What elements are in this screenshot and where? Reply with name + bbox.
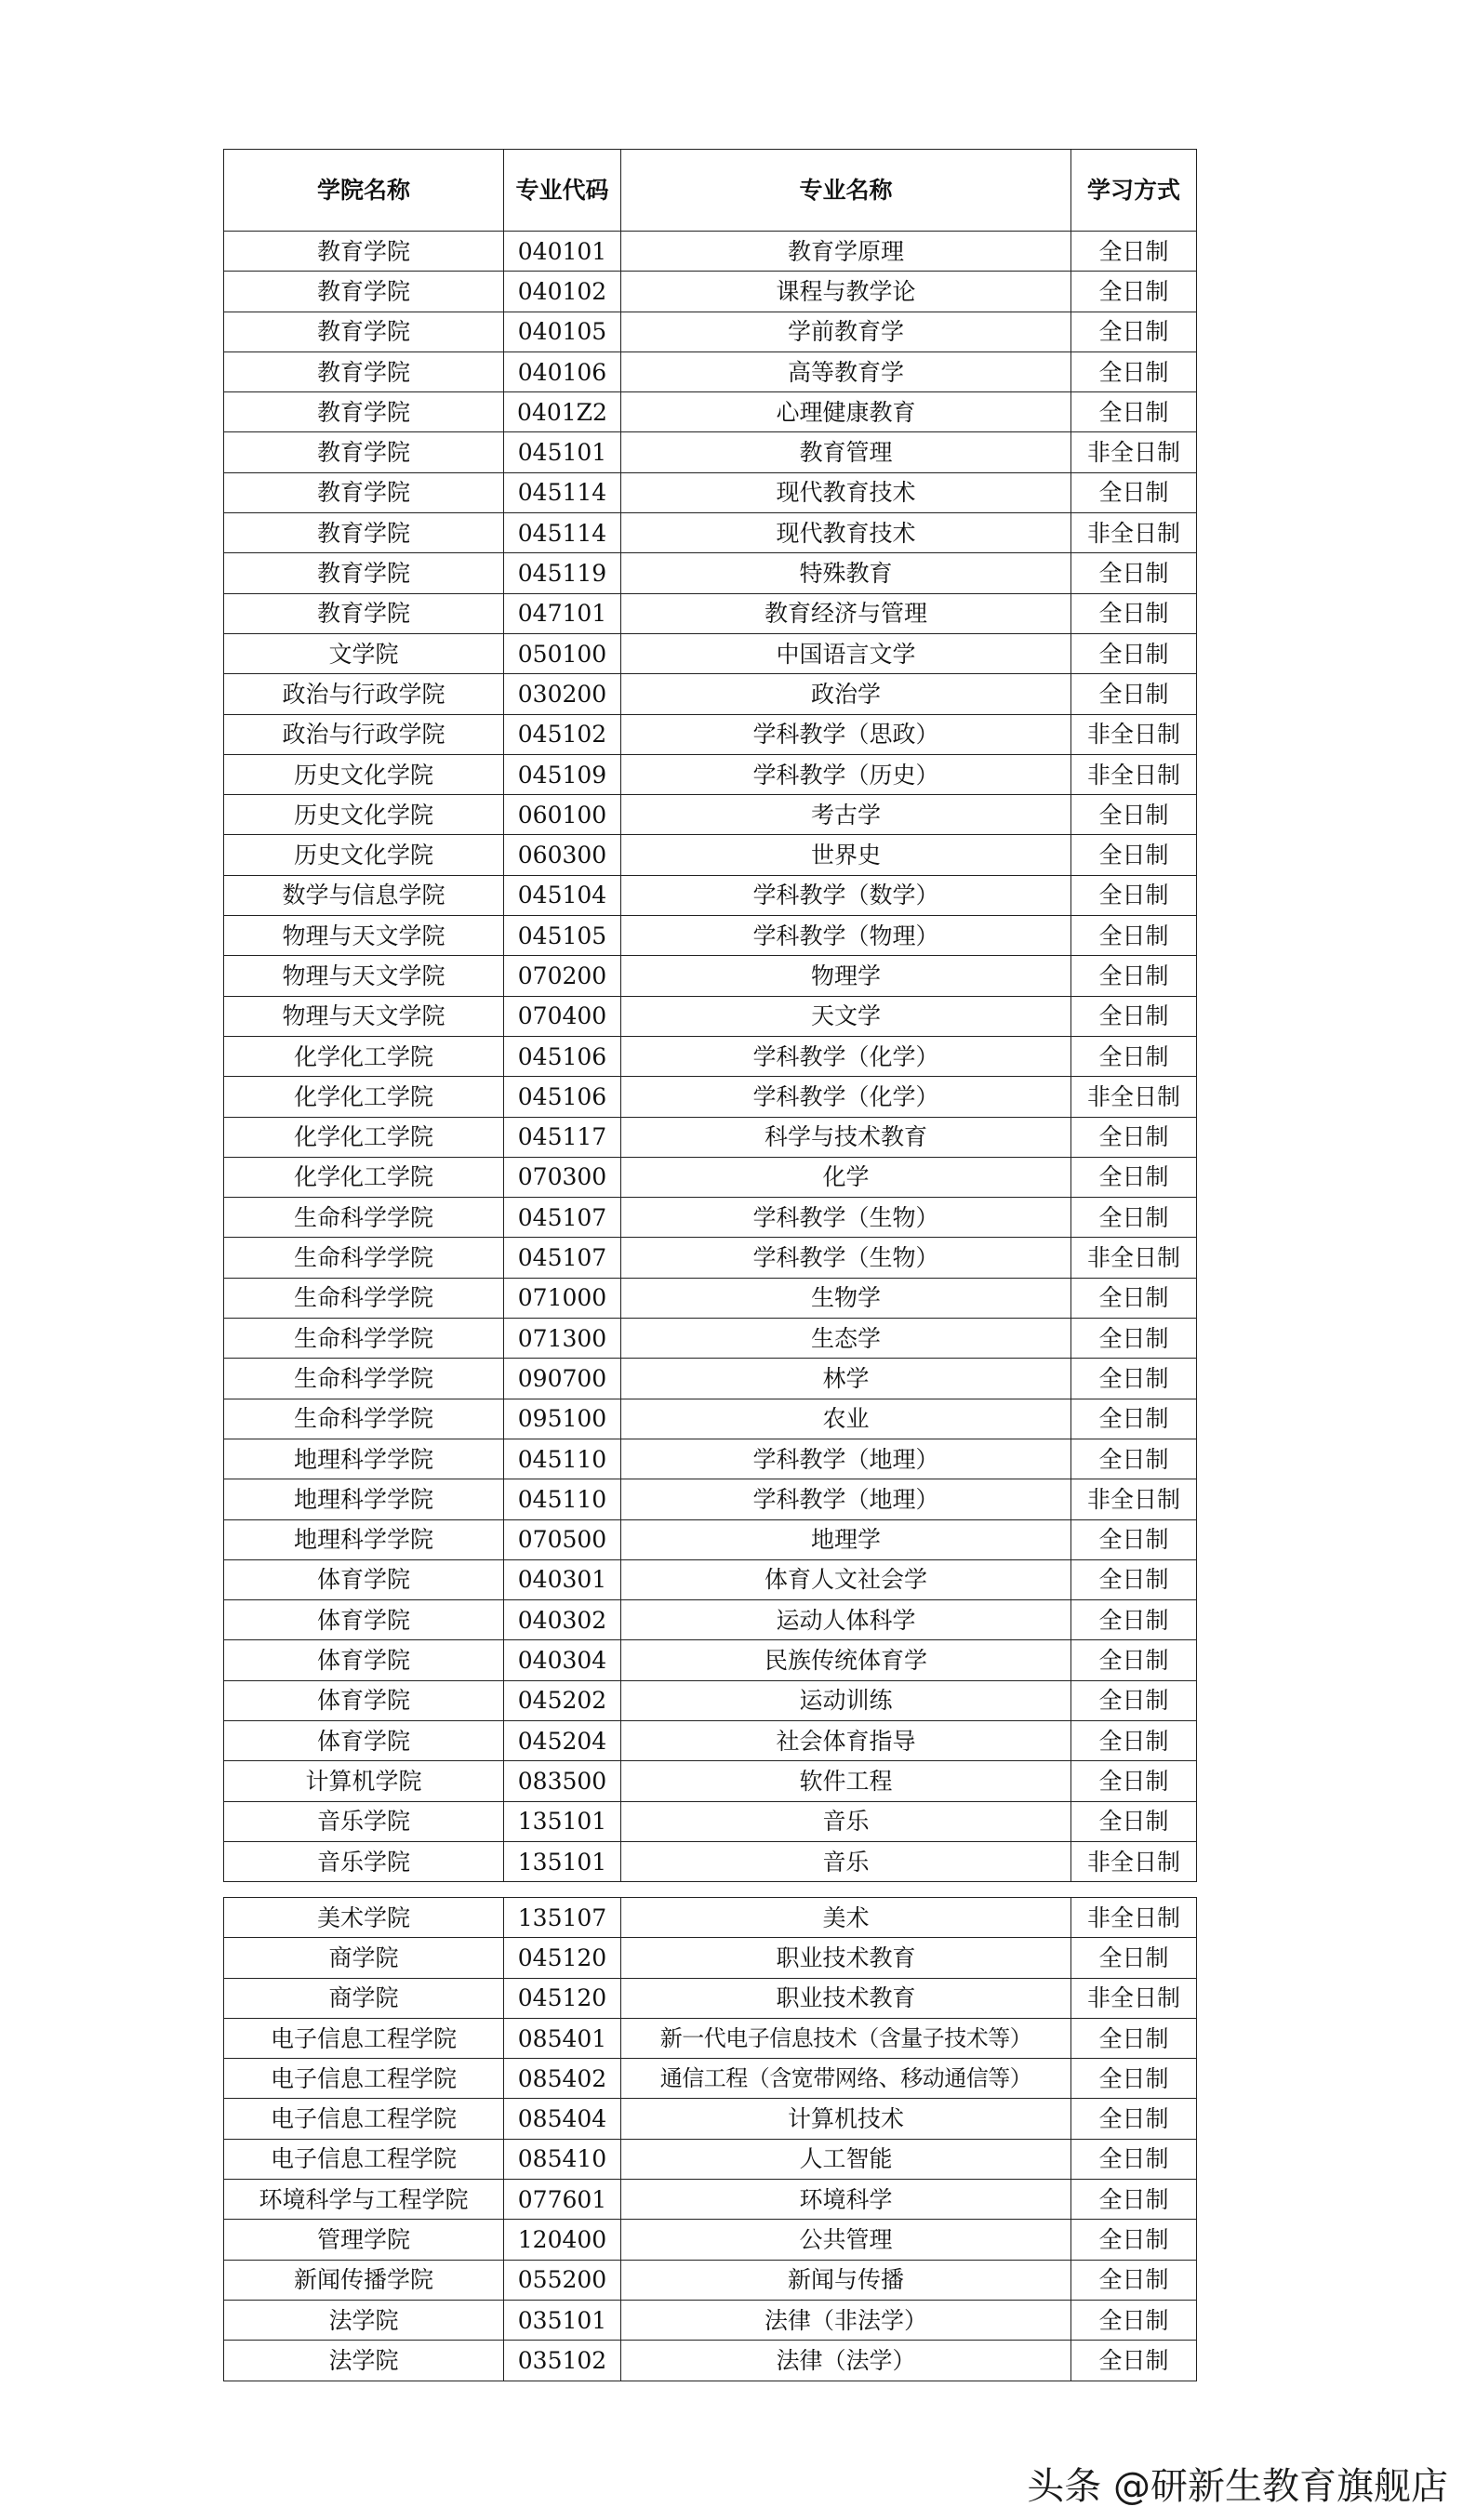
cell-code: 060100 (504, 795, 621, 835)
cell-mode: 全日制 (1071, 795, 1197, 835)
table-row (224, 2139, 1197, 2179)
cell-mode: 全日制 (1071, 351, 1197, 391)
cell-code: 135101 (504, 1841, 621, 1881)
cell-mode: 全日制 (1071, 1439, 1197, 1479)
cell-college: 政治与行政学院 (224, 674, 504, 714)
table-row (224, 1600, 1197, 1640)
cell-college: 法学院 (224, 2300, 504, 2340)
cell-college: 教育学院 (224, 513, 504, 553)
cell-college: 体育学院 (224, 1640, 504, 1680)
cell-mode: 全日制 (1071, 1117, 1197, 1157)
cell-college: 商学院 (224, 1938, 504, 1978)
cell-major: 学前教育学 (621, 312, 1071, 351)
cell-code: 045107 (504, 1238, 621, 1278)
cell-code: 035102 (504, 2341, 621, 2381)
cell-mode: 全日制 (1071, 392, 1197, 432)
cell-major: 物理学 (621, 956, 1071, 996)
cell-code: 040101 (504, 232, 621, 272)
cell-college: 教育学院 (224, 272, 504, 312)
table-row (224, 432, 1197, 472)
header-college: 学院名称 (224, 150, 504, 232)
table-row (224, 835, 1197, 875)
cell-major: 音乐 (621, 1801, 1071, 1841)
cell-major: 学科教学（思政） (621, 714, 1071, 754)
cell-major: 学科教学（生物） (621, 1198, 1071, 1238)
cell-mode: 全日制 (1071, 2139, 1197, 2179)
cell-major: 林学 (621, 1359, 1071, 1399)
cell-mode: 非全日制 (1071, 1479, 1197, 1519)
cell-code: 085410 (504, 2139, 621, 2179)
cell-college: 生命科学学院 (224, 1319, 504, 1359)
cell-major: 学科教学（化学） (621, 1036, 1071, 1076)
table-row (224, 2220, 1197, 2260)
table-row (224, 1077, 1197, 1117)
cell-major: 美术 (621, 1898, 1071, 1938)
cell-mode: 全日制 (1071, 1680, 1197, 1720)
cell-college: 物理与天文学院 (224, 996, 504, 1036)
cell-mode: 非全日制 (1071, 513, 1197, 553)
cell-mode: 全日制 (1071, 674, 1197, 714)
cell-college: 体育学院 (224, 1559, 504, 1599)
cell-college: 化学化工学院 (224, 1077, 504, 1117)
cell-major: 中国语言文学 (621, 633, 1071, 673)
table-row (224, 351, 1197, 391)
cell-college: 历史文化学院 (224, 795, 504, 835)
cell-major: 计算机技术 (621, 2099, 1071, 2139)
cell-major: 体育人文社会学 (621, 1559, 1071, 1599)
cell-major: 法律（非法学） (621, 2300, 1071, 2340)
cell-college: 政治与行政学院 (224, 714, 504, 754)
cell-major: 软件工程 (621, 1761, 1071, 1801)
cell-major: 通信工程（含宽带网络、移动通信等） (621, 2059, 1071, 2099)
cell-major: 学科教学（化学） (621, 1077, 1071, 1117)
table-row (224, 1640, 1197, 1680)
table-row (224, 553, 1197, 593)
cell-code: 045105 (504, 916, 621, 956)
majors-table-part1 (223, 149, 1197, 1882)
cell-college: 电子信息工程学院 (224, 2018, 504, 2058)
cell-mode: 非全日制 (1071, 714, 1197, 754)
cell-college: 音乐学院 (224, 1841, 504, 1881)
cell-mode: 全日制 (1071, 1559, 1197, 1599)
cell-mode: 全日制 (1071, 553, 1197, 593)
cell-mode: 非全日制 (1071, 754, 1197, 794)
table-row (224, 1198, 1197, 1238)
cell-mode: 全日制 (1071, 956, 1197, 996)
cell-code: 070400 (504, 996, 621, 1036)
cell-mode: 全日制 (1071, 2220, 1197, 2260)
cell-mode: 全日制 (1071, 593, 1197, 633)
cell-major: 地理学 (621, 1519, 1071, 1559)
cell-mode: 全日制 (1071, 1640, 1197, 1680)
cell-code: 040301 (504, 1559, 621, 1599)
cell-major: 化学 (621, 1157, 1071, 1197)
cell-code: 045120 (504, 1938, 621, 1978)
cell-major: 学科教学（地理） (621, 1439, 1071, 1479)
table-row (224, 2341, 1197, 2381)
cell-major: 教育经济与管理 (621, 593, 1071, 633)
table-row (224, 956, 1197, 996)
table-row (224, 1938, 1197, 1978)
cell-college: 历史文化学院 (224, 754, 504, 794)
cell-college: 环境科学与工程学院 (224, 2180, 504, 2220)
cell-code: 045117 (504, 1117, 621, 1157)
cell-major: 公共管理 (621, 2220, 1071, 2260)
cell-college: 化学化工学院 (224, 1036, 504, 1076)
table-row (224, 875, 1197, 915)
cell-mode: 全日制 (1071, 1720, 1197, 1760)
cell-college: 教育学院 (224, 432, 504, 472)
table-row (224, 472, 1197, 512)
cell-college: 化学化工学院 (224, 1117, 504, 1157)
cell-mode: 全日制 (1071, 232, 1197, 272)
cell-code: 135101 (504, 1801, 621, 1841)
cell-code: 083500 (504, 1761, 621, 1801)
cell-college: 物理与天文学院 (224, 916, 504, 956)
table-row (224, 1157, 1197, 1197)
cell-code: 0401Z2 (504, 392, 621, 432)
cell-mode: 全日制 (1071, 633, 1197, 673)
cell-major: 音乐 (621, 1841, 1071, 1881)
cell-code: 045106 (504, 1036, 621, 1076)
cell-code: 071000 (504, 1278, 621, 1318)
cell-mode: 全日制 (1071, 1036, 1197, 1076)
cell-code: 090700 (504, 1359, 621, 1399)
cell-college: 教育学院 (224, 232, 504, 272)
cell-college: 生命科学学院 (224, 1359, 504, 1399)
cell-mode: 全日制 (1071, 2099, 1197, 2139)
cell-code: 070500 (504, 1519, 621, 1559)
cell-major: 学科教学（生物） (621, 1238, 1071, 1278)
cell-mode: 非全日制 (1071, 1978, 1197, 2018)
cell-mode: 全日制 (1071, 1519, 1197, 1559)
cell-code: 045120 (504, 1978, 621, 2018)
table-body-part2 (224, 1898, 1197, 2381)
cell-mode: 非全日制 (1071, 432, 1197, 472)
cell-college: 体育学院 (224, 1720, 504, 1760)
cell-college: 教育学院 (224, 351, 504, 391)
table-row (224, 633, 1197, 673)
cell-code: 045109 (504, 754, 621, 794)
cell-code: 040302 (504, 1600, 621, 1640)
cell-major: 心理健康教育 (621, 392, 1071, 432)
cell-major: 特殊教育 (621, 553, 1071, 593)
cell-mode: 全日制 (1071, 1278, 1197, 1318)
cell-college: 生命科学学院 (224, 1399, 504, 1439)
cell-code: 120400 (504, 2220, 621, 2260)
cell-college: 计算机学院 (224, 1761, 504, 1801)
cell-major: 运动人体科学 (621, 1600, 1071, 1640)
cell-mode: 全日制 (1071, 2260, 1197, 2300)
table-row (224, 1399, 1197, 1439)
table-row (224, 1479, 1197, 1519)
cell-major: 天文学 (621, 996, 1071, 1036)
cell-code: 045114 (504, 513, 621, 553)
cell-mode: 全日制 (1071, 1319, 1197, 1359)
cell-major: 现代教育技术 (621, 472, 1071, 512)
cell-college: 数学与信息学院 (224, 875, 504, 915)
cell-code: 035101 (504, 2300, 621, 2340)
table-row (224, 1319, 1197, 1359)
table-row (224, 1278, 1197, 1318)
cell-college: 地理科学学院 (224, 1519, 504, 1559)
cell-code: 045106 (504, 1077, 621, 1117)
cell-major: 法律（法学） (621, 2341, 1071, 2381)
table-header-row (224, 150, 1197, 232)
cell-code: 040304 (504, 1640, 621, 1680)
cell-code: 045110 (504, 1439, 621, 1479)
cell-code: 085402 (504, 2059, 621, 2099)
cell-code: 045102 (504, 714, 621, 754)
table-row (224, 1519, 1197, 1559)
cell-code: 045202 (504, 1680, 621, 1720)
table-row (224, 392, 1197, 432)
cell-code: 070200 (504, 956, 621, 996)
cell-major: 新闻与传播 (621, 2260, 1071, 2300)
cell-code: 045101 (504, 432, 621, 472)
header-major: 专业名称 (621, 150, 1071, 232)
cell-mode: 全日制 (1071, 472, 1197, 512)
header-mode: 学习方式 (1071, 150, 1197, 232)
table-row (224, 1439, 1197, 1479)
cell-major: 职业技术教育 (621, 1978, 1071, 2018)
table-row (224, 2260, 1197, 2300)
cell-major: 学科教学（地理） (621, 1479, 1071, 1519)
table-row (224, 1559, 1197, 1599)
cell-mode: 全日制 (1071, 1801, 1197, 1841)
cell-college: 生命科学学院 (224, 1198, 504, 1238)
cell-code: 045110 (504, 1479, 621, 1519)
cell-mode: 全日制 (1071, 272, 1197, 312)
table-row (224, 593, 1197, 633)
table-row (224, 1841, 1197, 1881)
cell-major: 社会体育指导 (621, 1720, 1071, 1760)
table-row (224, 754, 1197, 794)
cell-code: 045119 (504, 553, 621, 593)
table-row (224, 2300, 1197, 2340)
cell-code: 077601 (504, 2180, 621, 2220)
cell-college: 体育学院 (224, 1600, 504, 1640)
cell-mode: 全日制 (1071, 1359, 1197, 1399)
cell-college: 教育学院 (224, 472, 504, 512)
cell-code: 040106 (504, 351, 621, 391)
table-row (224, 2018, 1197, 2058)
cell-college: 法学院 (224, 2341, 504, 2381)
table-row (224, 1978, 1197, 2018)
table-row (224, 1898, 1197, 1938)
cell-mode: 全日制 (1071, 1399, 1197, 1439)
table-row (224, 1680, 1197, 1720)
cell-major: 课程与教学论 (621, 272, 1071, 312)
cell-mode: 非全日制 (1071, 1898, 1197, 1938)
cell-code: 030200 (504, 674, 621, 714)
cell-major: 环境科学 (621, 2180, 1071, 2220)
cell-major: 现代教育技术 (621, 513, 1071, 553)
cell-mode: 全日制 (1071, 916, 1197, 956)
cell-mode: 全日制 (1071, 1938, 1197, 1978)
cell-college: 地理科学学院 (224, 1479, 504, 1519)
cell-college: 地理科学学院 (224, 1439, 504, 1479)
cell-code: 040105 (504, 312, 621, 351)
cell-mode: 全日制 (1071, 1198, 1197, 1238)
header-code: 专业代码 (504, 150, 621, 232)
cell-major: 职业技术教育 (621, 1938, 1071, 1978)
cell-mode: 全日制 (1071, 312, 1197, 351)
cell-college: 历史文化学院 (224, 835, 504, 875)
cell-code: 070300 (504, 1157, 621, 1197)
table-row (224, 1117, 1197, 1157)
table-row (224, 2099, 1197, 2139)
cell-code: 050100 (504, 633, 621, 673)
cell-college: 生命科学学院 (224, 1238, 504, 1278)
cell-major: 政治学 (621, 674, 1071, 714)
cell-college: 电子信息工程学院 (224, 2099, 504, 2139)
cell-mode: 全日制 (1071, 2180, 1197, 2220)
cell-major: 学科教学（历史） (621, 754, 1071, 794)
table-row (224, 2180, 1197, 2220)
table-row (224, 674, 1197, 714)
cell-college: 化学化工学院 (224, 1157, 504, 1197)
cell-major: 考古学 (621, 795, 1071, 835)
table-row (224, 1720, 1197, 1760)
cell-college: 教育学院 (224, 553, 504, 593)
cell-college: 文学院 (224, 633, 504, 673)
majors-table-part2 (223, 1897, 1197, 2381)
cell-code: 040102 (504, 272, 621, 312)
cell-college: 新闻传播学院 (224, 2260, 504, 2300)
table-row (224, 312, 1197, 351)
cell-major: 世界史 (621, 835, 1071, 875)
cell-mode: 全日制 (1071, 996, 1197, 1036)
table-row (224, 2059, 1197, 2099)
cell-major: 教育管理 (621, 432, 1071, 472)
cell-major: 学科教学（数学） (621, 875, 1071, 915)
cell-mode: 全日制 (1071, 1600, 1197, 1640)
table-row (224, 513, 1197, 553)
cell-college: 教育学院 (224, 593, 504, 633)
cell-code: 085404 (504, 2099, 621, 2139)
watermark-text: 头条 @研新生教育旗舰店 (1027, 2465, 1448, 2508)
cell-college: 教育学院 (224, 312, 504, 351)
cell-mode: 全日制 (1071, 2341, 1197, 2381)
table-row (224, 916, 1197, 956)
cell-major: 新一代电子信息技术（含量子技术等） (621, 2018, 1071, 2058)
cell-college: 教育学院 (224, 392, 504, 432)
cell-mode: 全日制 (1071, 2300, 1197, 2340)
cell-mode: 非全日制 (1071, 1841, 1197, 1881)
cell-code: 085401 (504, 2018, 621, 2058)
cell-mode: 全日制 (1071, 2018, 1197, 2058)
table-body-part1 (224, 232, 1197, 1882)
cell-major: 农业 (621, 1399, 1071, 1439)
table-row (224, 1036, 1197, 1076)
cell-college: 电子信息工程学院 (224, 2059, 504, 2099)
cell-college: 电子信息工程学院 (224, 2139, 504, 2179)
cell-mode: 全日制 (1071, 1761, 1197, 1801)
table-row (224, 795, 1197, 835)
cell-college: 体育学院 (224, 1680, 504, 1720)
table-row (224, 1761, 1197, 1801)
cell-code: 045107 (504, 1198, 621, 1238)
cell-major: 学科教学（物理） (621, 916, 1071, 956)
cell-mode: 非全日制 (1071, 1077, 1197, 1117)
cell-college: 物理与天文学院 (224, 956, 504, 996)
cell-code: 055200 (504, 2260, 621, 2300)
cell-mode: 非全日制 (1071, 1238, 1197, 1278)
table-row (224, 1801, 1197, 1841)
cell-college: 生命科学学院 (224, 1278, 504, 1318)
cell-code: 095100 (504, 1399, 621, 1439)
cell-mode: 全日制 (1071, 2059, 1197, 2099)
cell-major: 教育学原理 (621, 232, 1071, 272)
table-row (224, 232, 1197, 272)
cell-college: 美术学院 (224, 1898, 504, 1938)
cell-code: 060300 (504, 835, 621, 875)
cell-code: 045114 (504, 472, 621, 512)
cell-college: 商学院 (224, 1978, 504, 2018)
cell-code: 045204 (504, 1720, 621, 1760)
cell-mode: 全日制 (1071, 875, 1197, 915)
cell-major: 高等教育学 (621, 351, 1071, 391)
table-row (224, 272, 1197, 312)
table-row (224, 714, 1197, 754)
cell-code: 045104 (504, 875, 621, 915)
cell-mode: 全日制 (1071, 1157, 1197, 1197)
cell-college: 音乐学院 (224, 1801, 504, 1841)
cell-code: 071300 (504, 1319, 621, 1359)
table-row (224, 996, 1197, 1036)
cell-major: 科学与技术教育 (621, 1117, 1071, 1157)
cell-major: 人工智能 (621, 2139, 1071, 2179)
cell-major: 生态学 (621, 1319, 1071, 1359)
cell-code: 047101 (504, 593, 621, 633)
cell-major: 民族传统体育学 (621, 1640, 1071, 1680)
cell-major: 运动训练 (621, 1680, 1071, 1720)
cell-mode: 全日制 (1071, 835, 1197, 875)
cell-college: 管理学院 (224, 2220, 504, 2260)
cell-code: 135107 (504, 1898, 621, 1938)
cell-major: 生物学 (621, 1278, 1071, 1318)
table-row (224, 1238, 1197, 1278)
table-row (224, 1359, 1197, 1399)
